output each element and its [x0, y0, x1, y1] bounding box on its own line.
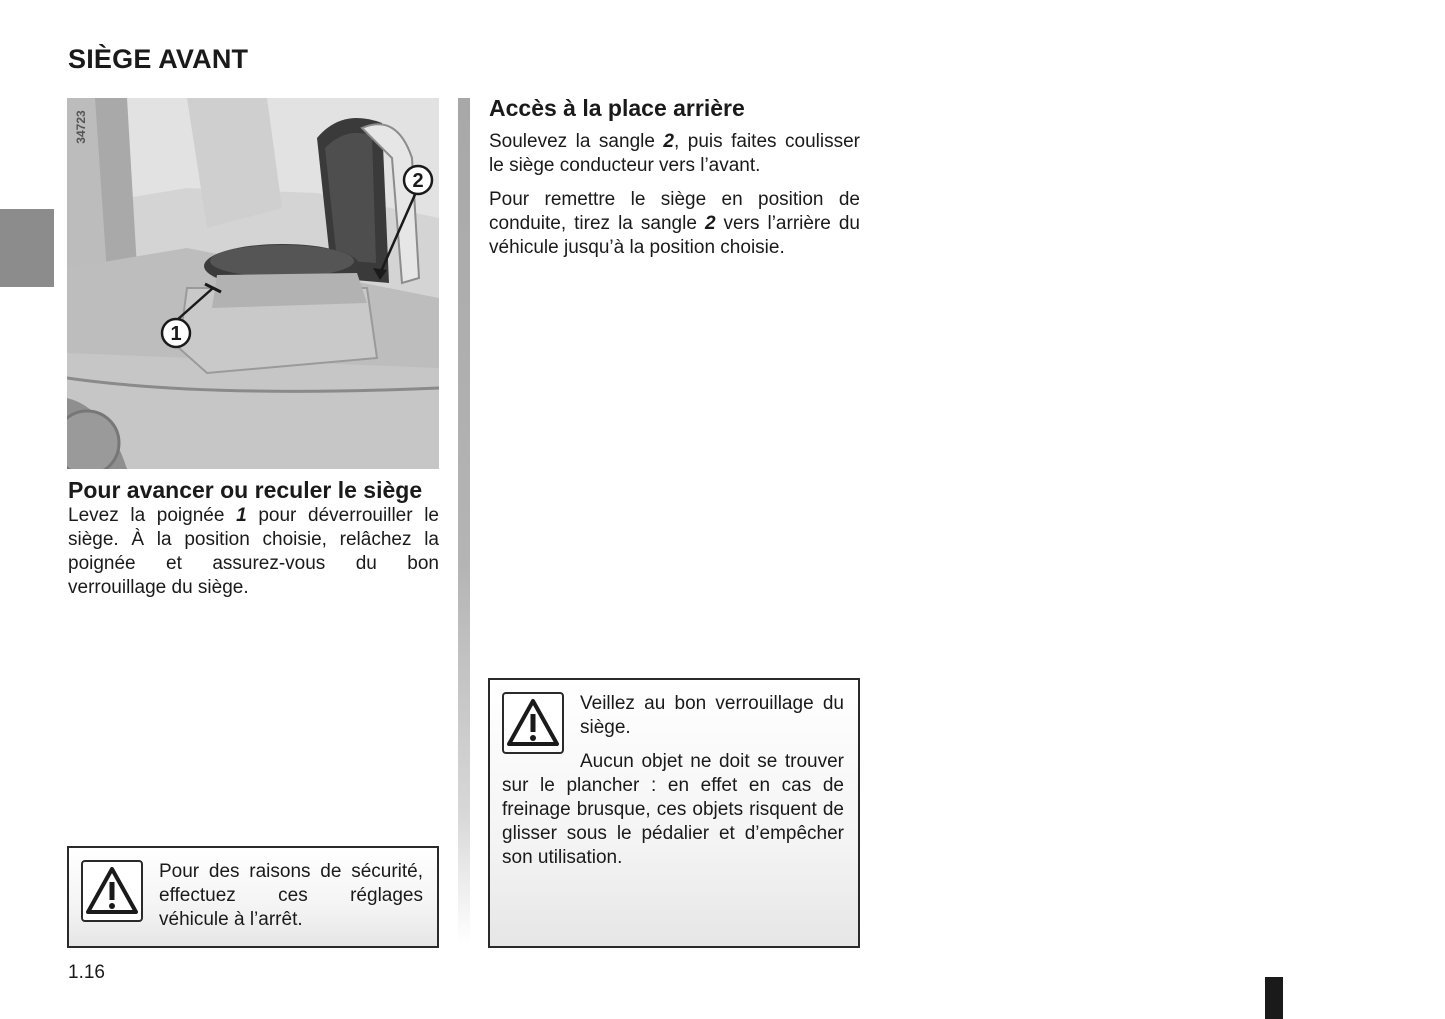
callout-2-marker — [404, 166, 432, 194]
page-title: SIÈGE AVANT — [68, 44, 249, 74]
ref-handle-1: 1 — [236, 505, 247, 526]
section-rear-access — [489, 94, 860, 260]
seat-illustration — [67, 98, 439, 469]
section-rear-paragraph-2 — [489, 188, 860, 260]
section-forward-backward — [68, 476, 439, 600]
column-divider — [458, 98, 470, 943]
forward-text-part: Levez la poignée — [68, 505, 237, 526]
warning-triangle-icon — [81, 860, 143, 922]
section-forward-body — [68, 504, 439, 600]
page-edge-marker — [1265, 977, 1283, 1019]
safety-warning-text: Pour des raisons de sécurité, effectuez ces réglages véhicule à l’arrêt. — [159, 861, 423, 930]
page-number: 1.16 — [68, 962, 105, 983]
ref-strap-2: 2 — [704, 213, 716, 234]
callout-1-marker — [162, 319, 190, 347]
callout-1-label: 1 — [170, 323, 182, 345]
rear-text-part: , puis faites coulisser le siège conducteur vers l’avant. — [489, 131, 860, 176]
figure-reference — [72, 104, 90, 150]
locking-warning-box — [488, 678, 860, 948]
rear-text-part: vers l’arrière du véhicule jusqu’à la position choisie. — [489, 213, 860, 258]
locking-warning-text-2: Aucun objet ne doit se trouver sur le plancher : en effet en cas de freinage brusque, ces objets risquent de glisser sous le pédalier et d’empêcher son utilisation. — [502, 751, 844, 868]
locking-warning-text-1: Veillez au bon verrouillage du siège. — [580, 693, 844, 738]
seat-illustration-drawing — [67, 98, 439, 469]
ref-strap-2: 2 — [663, 131, 674, 152]
rear-text-part: Pour remettre le siège en position de conduite, tirez la sangle — [489, 189, 860, 234]
section-tab-marker — [0, 209, 54, 287]
warning-triangle-icon — [502, 692, 564, 754]
section-forward-heading: Pour avancer ou reculer le siège — [68, 477, 423, 503]
section-rear-heading: Accès à la place arrière — [489, 95, 745, 121]
section-rear-paragraph-1 — [489, 130, 860, 178]
forward-text-part: pour déverrouiller le siège. À la position choisie, relâchez la poignée et assurez-vous du bon verrouillage du siège. — [68, 505, 440, 598]
callout-2-label: 2 — [412, 170, 424, 192]
figure-reference-number: 34723 — [74, 110, 88, 144]
rear-text-part: Soulevez la sangle — [489, 131, 664, 152]
safety-warning-box — [67, 846, 439, 948]
